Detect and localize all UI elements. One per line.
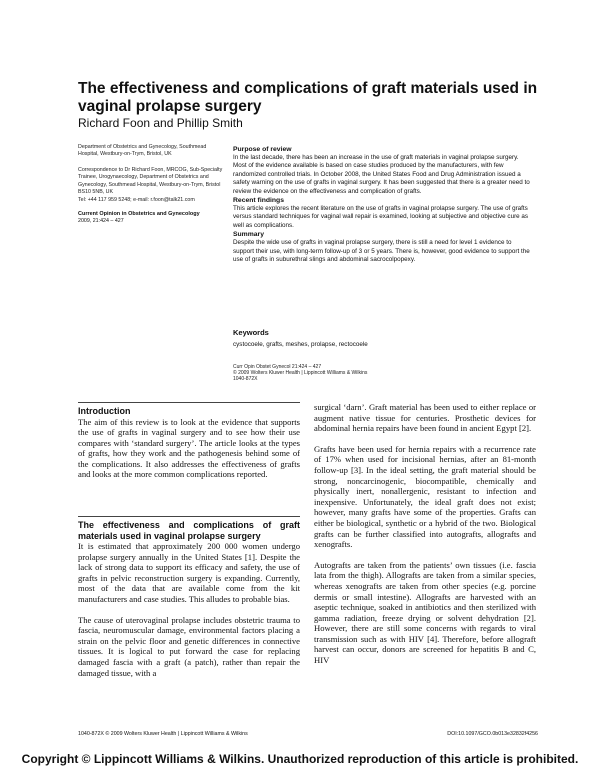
- purpose-heading: Purpose of review: [233, 146, 292, 153]
- section-p2: The cause of uterovaginal prolapse includes obstetric trauma to fascia, neuromuscular damage, environmental factors placing a strain on the pelvic floor and genetic differences in connective tissues. It is logical to put forward the case for replacing damaged fascia with a graft (a patch), rather than repair the damaged tissue, with a: [78, 614, 300, 678]
- section-heading: The effectiveness and complications of graft materials used in vaginal prolapse surgery: [78, 520, 300, 541]
- findings-heading: Recent findings: [233, 197, 284, 205]
- intro-text: The aim of this review is to look at the evidence that supports the use of grafts in vaginal surgery and to see how their use compares with ‘standard surgery’. The article looks at the types of grafts, how they work and the pathogenesis behind some of the complications. It also addresses the effectiveness of grafts and looks at the more common complications reported.: [78, 416, 300, 480]
- section-p1: It is estimated that approximately 200 000 women undergo prolapse surgery annually in the United States [1]. Despite the lack of strong data to support its efficacy and safety, the use of grafts in pelvic reconstruction surgery is expanding. Currently, most of the data that are available come from the kit manufacturers and case studies. This alludes to probable bias.: [78, 541, 300, 604]
- page-footer: [78, 731, 538, 737]
- findings-text: This article explores the recent literature on the use of grafts in vaginal prolapse surgery. The use of grafts versus standard techniques for vaginal wall repair is examined, looking at subjective and objective cure as well as complications.: [233, 205, 529, 229]
- left-column-section: [78, 520, 300, 684]
- correspondence: Correspondence to Dr Richard Foon, MRCOG, Sub-Specialty Trainee, Urogynaecology, Department of Obstetrics and Gynecology, Southmead Hospital, Westbury-on-Trym, Bristol BS10 5NB, UK: [78, 167, 223, 196]
- left-column-intro: [78, 406, 300, 486]
- authors: Richard Foon and Phillip Smith: [78, 116, 243, 130]
- correspondence-block: [78, 167, 228, 204]
- journal-name: Current Opinion in Obstetrics and Gynecology: [78, 211, 200, 217]
- journal-ref: 2009, 21:424 – 427: [78, 218, 124, 225]
- citation-line2: © 2009 Wolters Kluwer Health | Lippincott Williams & Wilkins: [233, 370, 368, 376]
- keywords: cystocoele, grafts, meshes, prolapse, rectocoele: [233, 341, 368, 348]
- right-p1: surgical ‘darn’. Graft material has been used to either replace or augment native tissue for centuries. Prosthetic devices for abdominal hernia repairs have been found in ancient Egypt [2].: [314, 402, 536, 434]
- purpose-text: In the last decade, there has been an increase in the use of graft materials in vaginal prolapse surgery. Most of the evidence available is based on case studies produced by the manufacturers, with few randomized controlled trials. In October 2008, the United States Food and Drug Administration issued a safety warning on the use of grafts in vaginal surgery. It has been suggested that there is a greater need to review the evidence on the effectiveness and complication of grafts.: [233, 154, 530, 195]
- footer-doi: DOI:10.1097/GCO.0b013e32832f4256: [447, 731, 538, 737]
- right-column: [314, 402, 536, 672]
- intro-heading: Introduction: [78, 406, 131, 416]
- right-p2: Grafts have been used for hernia repairs with a recurrence rate of 17% when used for incisional hernias, after an 81-month follow-up [3]. In the ideal setting, the graft material should be strong, noncarcinogenic, biocompatible, chemically and physically inert, nonallergenic, resistant to infection and inexpensive. Unfortunately, the ideal graft does not exist; however, many grafts have some of the properties. Grafts can either be biological, synthetic or a hybrid of the two. Biological grafts can be further classified into autografts, allografts and xenografts.: [314, 443, 536, 550]
- keywords-heading: Keywords: [233, 328, 269, 337]
- summary-heading: Summary: [233, 231, 264, 239]
- right-p3: Autografts are taken from the patients’ own tissues (i.e. fascia lata from the thigh). Allografts are taken from a similar species, whereas xenografts are taken from other species (e.g. porcine dermis or small intestine). Allografts are harvested with an aseptic technique, soaked in antibiotics and then sterilized with gamma radiation, freeze drying or solvent dehydration [2]. However, there are still some concerns with regards to viral transmission such as with HIV [4]. Therefore, before allograft harvest can occur, donors are screened for hepatitis B and C, HIV: [314, 559, 536, 666]
- copyright-notice: Copyright © Lippincott Williams & Wilkins. Unauthorized reproduction of this article is prohibited.: [21, 752, 579, 766]
- affiliation: Department of Obstetrics and Gynecology, Southmead Hospital, Westbury-on-Trym, Bristol, UK: [78, 144, 207, 158]
- footer-left: 1040-872X © 2009 Wolters Kluwer Health | Lippincott Williams & Wilkins: [78, 731, 248, 737]
- contact: Tel: +44 117 959 5248; e-mail: r.foon@talk21.com: [78, 196, 195, 203]
- citation: [233, 364, 433, 382]
- citation-line3: 1040-872X: [233, 376, 258, 382]
- summary-text: Despite the wide use of grafts in vaginal prolapse surgery, there is still a need for level 1 evidence to support their use, with long-term follow-up of 3 or 5 years. There is, however, good evidence to support the use of grafts in suburethral slings and abdominal sacrocolpopexy.: [233, 239, 530, 264]
- citation-line1: Curr Opin Obstet Gynecol 21:424 – 427: [233, 364, 322, 370]
- section-rule: [78, 516, 300, 517]
- article-title: The effectiveness and complications of graft materials used in vaginal prolapse surgery: [78, 80, 538, 115]
- journal-info: [78, 211, 228, 226]
- intro-rule: [78, 402, 300, 403]
- abstract: [233, 146, 533, 265]
